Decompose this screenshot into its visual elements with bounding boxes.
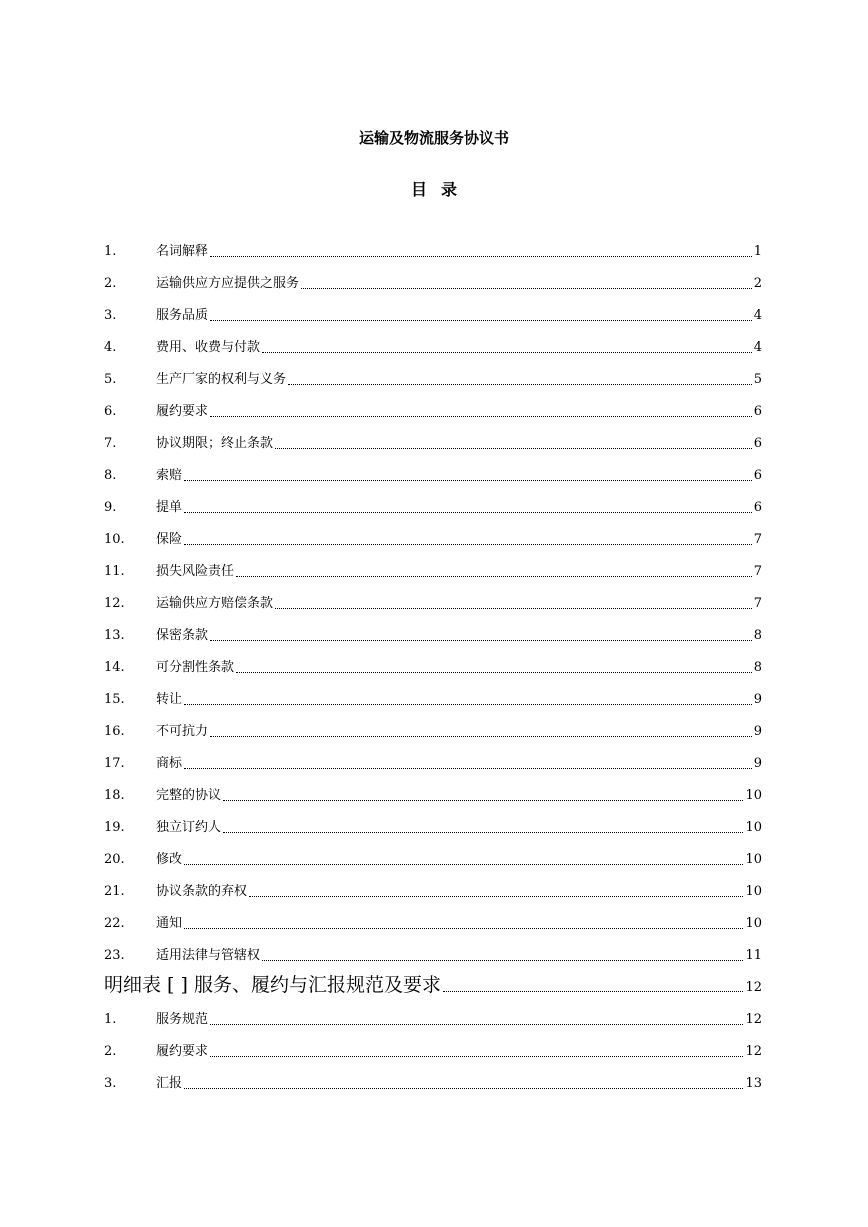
dot-leader [301, 288, 752, 289]
toc-entry-number: 3. [104, 308, 117, 323]
toc-entry-number: 16. [104, 724, 125, 739]
toc-entry[interactable] [104, 915, 762, 933]
toc-entry-number: 2. [104, 1044, 117, 1059]
toc-entry-title: 汇报 [156, 1076, 183, 1091]
dot-leader [184, 480, 752, 481]
toc-entry-page: 12 [745, 980, 762, 995]
toc-schedule-entry[interactable] [104, 1075, 762, 1093]
dot-leader [210, 736, 752, 737]
toc-entry-number: 23. [104, 948, 125, 963]
toc-entry-number: 3. [104, 1076, 117, 1091]
toc-entry-page: 7 [753, 564, 762, 579]
toc-entry-page: 10 [745, 884, 762, 899]
dot-leader [236, 576, 752, 577]
toc-entry[interactable] [104, 787, 762, 805]
toc-entry[interactable] [104, 947, 762, 965]
toc-entry-number: 19. [104, 820, 125, 835]
toc-entry-title: 费用、收费与付款 [156, 340, 261, 355]
toc-entry[interactable] [104, 307, 762, 325]
toc-entry-page: 10 [745, 852, 762, 867]
toc-schedule-heading[interactable] [104, 973, 762, 997]
toc-entry-page: 4 [753, 340, 762, 355]
toc-entry-number: 6. [104, 404, 117, 419]
toc-entry-title: 保密条款 [156, 628, 209, 643]
toc-heading: 目录 [410, 180, 471, 199]
dot-leader [184, 928, 743, 929]
toc-entry-title: 损失风险责任 [156, 564, 235, 579]
toc-entry-title: 完整的协议 [156, 788, 222, 803]
toc-entry-page: 11 [745, 948, 762, 963]
toc-entry-title: 适用法律与管辖权 [156, 948, 261, 963]
toc-entry-page: 7 [753, 596, 762, 611]
toc-entry-number: 11. [104, 564, 125, 579]
dot-leader [210, 416, 752, 417]
toc-entry-title: 服务品质 [156, 308, 209, 323]
toc-entry-number: 13. [104, 628, 125, 643]
dot-leader [210, 1024, 743, 1025]
toc-entry-number: 22. [104, 916, 125, 931]
toc-entry-page: 7 [753, 532, 762, 547]
toc-entry-page: 8 [753, 628, 762, 643]
toc-entry-page: 4 [753, 308, 762, 323]
toc-entry-page: 6 [753, 500, 762, 515]
dot-leader [210, 320, 752, 321]
toc-entry-title: 生产厂家的权利与义务 [156, 372, 287, 387]
toc-entry-page: 9 [753, 756, 762, 771]
toc-schedule-entry[interactable] [104, 1011, 762, 1029]
toc-entry-page: 6 [753, 468, 762, 483]
dot-leader [210, 1056, 743, 1057]
toc-entry[interactable] [104, 723, 762, 741]
dot-leader [443, 991, 744, 992]
toc-entry-number: 1. [104, 244, 117, 259]
toc-entry[interactable] [104, 563, 762, 581]
dot-leader [184, 512, 752, 513]
toc-entry-number: 21. [104, 884, 125, 899]
toc-entry-title: 明细表 [ ] 服务、履约与汇报规范及要求 [104, 974, 441, 996]
toc-entry-page: 1 [753, 244, 762, 259]
toc-entry[interactable] [104, 467, 762, 485]
toc-entry-number: 14. [104, 660, 125, 675]
toc-entry-number: 10. [104, 532, 125, 547]
toc-entry[interactable] [104, 819, 762, 837]
toc-entry[interactable] [104, 659, 762, 677]
toc-entry-page: 5 [753, 372, 762, 387]
dot-leader [210, 640, 752, 641]
toc-entry-page: 9 [753, 692, 762, 707]
toc-entry-page: 8 [753, 660, 762, 675]
toc-entry-title: 履约要求 [156, 404, 209, 419]
dot-leader [262, 960, 743, 961]
toc-entry-title: 索赔 [156, 468, 183, 483]
toc-entry[interactable] [104, 531, 762, 549]
toc-entry-number: 18. [104, 788, 125, 803]
toc-entry-number: 15. [104, 692, 125, 707]
toc-entry-number: 4. [104, 340, 117, 355]
toc-entry-title: 独立订约人 [156, 820, 222, 835]
dot-leader [184, 544, 752, 545]
toc-entry[interactable] [104, 755, 762, 773]
dot-leader [184, 704, 752, 705]
toc-entry-number: 12. [104, 596, 125, 611]
dot-leader [275, 608, 752, 609]
toc-entry-title: 不可抗力 [156, 724, 209, 739]
toc-entry-number: 1. [104, 1012, 117, 1027]
toc-entry-title: 可分割性条款 [156, 660, 235, 675]
toc-entry-number: 2. [104, 276, 117, 291]
toc-entry[interactable] [104, 851, 762, 869]
toc-entry[interactable] [104, 403, 762, 421]
toc-entry-title: 通知 [156, 916, 183, 931]
toc-entry[interactable] [104, 243, 762, 261]
toc-entry-number: 5. [104, 372, 117, 387]
toc-entry-page: 2 [753, 276, 762, 291]
toc-entry-page: 10 [745, 916, 762, 931]
toc-entry[interactable] [104, 275, 762, 293]
toc-entry-title: 提单 [156, 500, 183, 515]
toc-entry[interactable] [104, 883, 762, 901]
toc-entry[interactable] [104, 627, 762, 645]
toc-entry-title: 履约要求 [156, 1044, 209, 1059]
toc-entry-title: 服务规范 [156, 1012, 209, 1027]
toc-entry-title: 协议条款的弃权 [156, 884, 248, 899]
toc-entry-title: 名词解释 [156, 244, 209, 259]
toc-entry-number: 17. [104, 756, 125, 771]
toc-entry-page: 9 [753, 724, 762, 739]
toc-entry-title: 商标 [156, 756, 183, 771]
dot-leader [249, 896, 743, 897]
document-title: 运输及物流服务协议书 [358, 129, 509, 147]
dot-leader [184, 1088, 743, 1089]
toc-entry-title: 协议期限；终止条款 [156, 436, 274, 451]
toc-entry-number: 8. [104, 468, 117, 483]
toc-entry-number: 20. [104, 852, 125, 867]
toc-entry-page: 6 [753, 404, 762, 419]
toc-entry-page: 13 [745, 1076, 762, 1091]
toc-entry-title: 保险 [156, 532, 183, 547]
dot-leader [262, 352, 752, 353]
dot-leader [184, 768, 752, 769]
toc-entry-number: 7. [104, 436, 117, 451]
dot-leader [288, 384, 752, 385]
toc-entry-number: 9. [104, 500, 117, 515]
toc-entry[interactable] [104, 499, 762, 517]
toc-entry-title: 修改 [156, 852, 183, 867]
dot-leader [184, 864, 743, 865]
toc-entry[interactable] [104, 595, 762, 613]
toc-entry[interactable] [104, 691, 762, 709]
dot-leader [275, 448, 752, 449]
toc-entry[interactable] [104, 435, 762, 453]
toc-entry-title: 运输供应方应提供之服务 [156, 276, 300, 291]
toc-schedule-entry[interactable] [104, 1043, 762, 1061]
toc-entry-page: 6 [753, 436, 762, 451]
dot-leader [236, 672, 752, 673]
toc-entry-title: 转让 [156, 692, 183, 707]
toc-entry[interactable] [104, 371, 762, 389]
dot-leader [210, 256, 752, 257]
toc-entry-page: 12 [745, 1044, 762, 1059]
dot-leader [223, 832, 743, 833]
toc-entry-page: 12 [745, 1012, 762, 1027]
toc-entry[interactable] [104, 339, 762, 357]
dot-leader [223, 800, 743, 801]
toc-entry-page: 10 [745, 820, 762, 835]
toc-entry-title: 运输供应方赔偿条款 [156, 596, 274, 611]
toc-entry-page: 10 [745, 788, 762, 803]
